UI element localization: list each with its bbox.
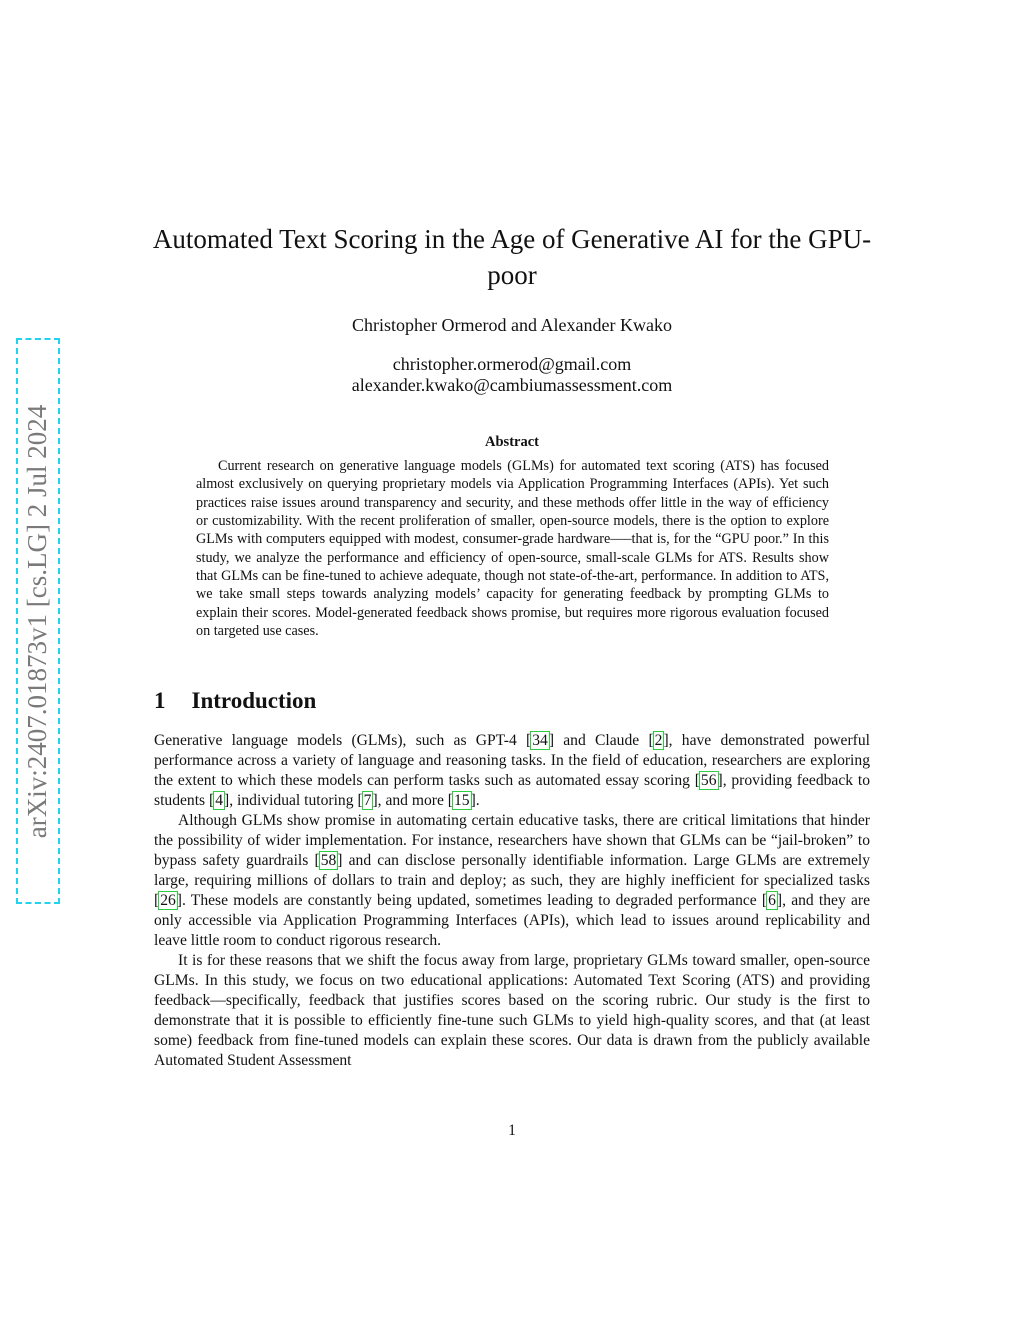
citation-number[interactable]: 15 [454, 792, 470, 809]
paragraph-1 [154, 731, 870, 811]
text: , individual tutoring [229, 792, 358, 809]
paper-title: Automated Text Scoring in the Age of Generative AI for the GPU-poor [152, 224, 872, 290]
text: , have demonstrated powerful performance across a variety of language and reasoning tasks. In the field of education, researchers are exploring the extent to which these models can perform tasks such as automated essay scoring [154, 732, 870, 789]
citation-link[interactable]: [58] [314, 852, 343, 869]
citation-number[interactable]: 7 [363, 792, 372, 809]
citation-link[interactable]: [4] [209, 792, 230, 809]
citation-number[interactable]: 6 [768, 892, 776, 909]
text: , providing feedback to students [154, 772, 870, 809]
text: Generative language models (GLMs), such as GPT-4 [154, 732, 527, 749]
citation-link[interactable]: [6] [761, 892, 783, 909]
text: . [475, 792, 480, 809]
text: and can disclose personally identifiable information. Large GLMs are extremely large, requiring millions of dollars to train and deploy; as such, they are highly inefficient for specialized tasks [154, 852, 870, 889]
authors: Christopher Ormerod and Alexander Kwako [352, 315, 672, 335]
body-text [154, 731, 870, 1071]
text: and Claude [554, 732, 649, 749]
text: . These models are constantly being updated, sometimes leading to degraded performance [182, 892, 762, 909]
abstract-text: Current research on generative language models (GLMs) for automated text scoring (ATS) has focused almost exclusively on querying proprietary models via Application Programming Interfaces (APIs). Yet such practices raise issues around transparency and security, and these methods offer little in the way of efficiency or customizability. With the recent proliferation of smaller, open-source models, there is the option to explore GLMs with computers equipped with modest, consumer-grade hardware—–that is, for the “GPU poor.” In this study, we analyze the performance and efficiency of open-source, small-scale GLMs for ATS. Results show that GLMs can be fine-tuned to achieve adequate, though not state-of-the-art, performance. In addition to ATS, we take small steps towards analyzing models’ capacity for generating feedback by prompting GLMs to explain their scores. Model-generated feedback shows promise, but requires more rigorous evaluation focused on targeted use cases. [196, 458, 829, 640]
citation-number[interactable]: 4 [215, 792, 224, 809]
citation-number[interactable]: 2 [654, 732, 663, 749]
citation-link[interactable]: [56] [694, 772, 723, 789]
arxiv-stamp[interactable] [16, 338, 60, 904]
citation-number[interactable]: 58 [320, 852, 337, 869]
citation-number[interactable]: 56 [700, 772, 717, 789]
citation-link[interactable]: [15] [447, 792, 476, 809]
citation-number[interactable]: 26 [160, 892, 176, 909]
citation-link[interactable]: [26] [154, 892, 182, 909]
abstract-heading: Abstract [485, 434, 539, 450]
citation-link[interactable]: [34] [526, 732, 555, 749]
email-1: christopher.ormerod@gmail.com [392, 354, 632, 374]
citation-number[interactable]: 34 [532, 732, 548, 749]
citation-link[interactable]: [2] [648, 732, 669, 749]
arxiv-stamp-text: arXiv:2407.01873v1 [cs.LG] 2 Jul 2024 [22, 404, 53, 838]
paragraph-3: It is for these reasons that we shift the focus away from large, proprietary GLMs toward smaller, open-source GLMs. In this study, we focus on two educational applications: Automated Text Scoring (ATS) and providing feedback—specifically, feedback that justifies scores based on the scoring rubric. Our study is the first to demonstrate that it is possible to efficiently fine-tune such GLMs to yield high-quality scores, and that (at least some) feedback from fine-tuned models can explain these scores. Our data is drawn from the publicly available Automated Student Assessment [154, 952, 870, 1069]
text: , and more [377, 792, 448, 809]
citation-link[interactable]: [7] [357, 792, 378, 809]
page-number: 1 [508, 1122, 516, 1139]
paragraph-2 [154, 811, 870, 951]
text: , and they are only accessible via Application Programming Interfaces (APIs), which lead to issues around replicability and leave little room to conduct rigorous research. [154, 892, 870, 949]
text: Although GLMs show promise in automating certain educative tasks, there are critical limitations that hinder the possibility of wider implementation. For instance, researchers have shown that GLMs can be “jail-broken” to bypass safety guardrails [154, 812, 870, 869]
email-2: alexander.kwako@cambiumassessment.com [351, 375, 673, 395]
section-number: 1 [154, 688, 166, 713]
section-title: Introduction [191, 688, 317, 713]
section-heading [154, 686, 870, 716]
